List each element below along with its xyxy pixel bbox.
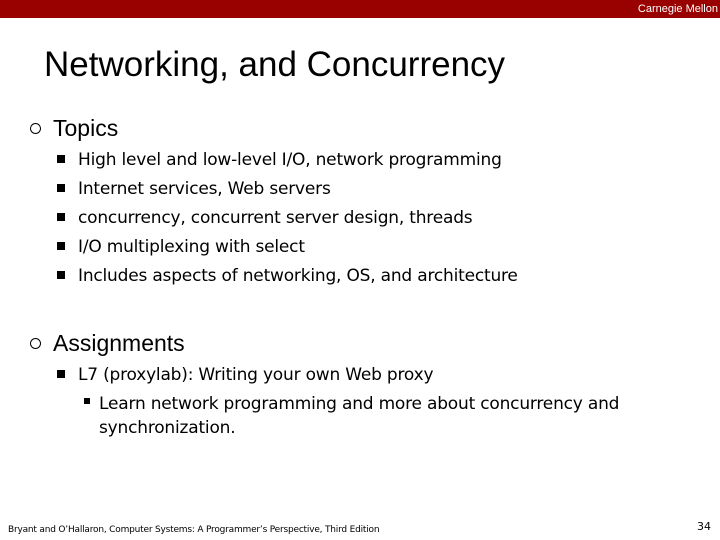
sub-list-item-text: Learn network programming and more about concurrency and synchronization. — [99, 394, 620, 438]
page-number: 34 — [697, 520, 711, 533]
footer-citation: Bryant and O’Hallaron, Computer Systems: A Programmer’s Perspective, Third Edition — [8, 525, 380, 535]
university-brand: Carnegie Mellon — [637, 3, 718, 15]
list-item-text: Internet services, Web servers — [78, 179, 331, 199]
square-bullet-icon — [57, 271, 65, 279]
list-item-text: High level and low-level I/O, network programming — [78, 150, 502, 170]
section-heading: Assignments — [53, 330, 185, 356]
list-item-text: concurrency, concurrent server design, threads — [78, 208, 473, 228]
circle-bullet-icon — [30, 338, 41, 349]
square-bullet-icon — [57, 155, 65, 163]
header-bar — [0, 0, 720, 18]
slide-title: Networking, and Concurrency — [44, 45, 506, 84]
square-bullet-icon — [57, 242, 65, 250]
list-item-text: I/O multiplexing with select — [78, 237, 305, 257]
square-bullet-icon — [57, 370, 65, 378]
square-bullet-icon — [84, 398, 90, 404]
list-item-text: Includes aspects of networking, OS, and architecture — [78, 266, 518, 286]
square-bullet-icon — [57, 184, 65, 192]
section-heading: Topics — [53, 115, 119, 141]
list-item-text: L7 (proxylab): Writing your own Web proxy — [78, 365, 434, 385]
circle-bullet-icon — [30, 123, 41, 134]
square-bullet-icon — [57, 213, 65, 221]
